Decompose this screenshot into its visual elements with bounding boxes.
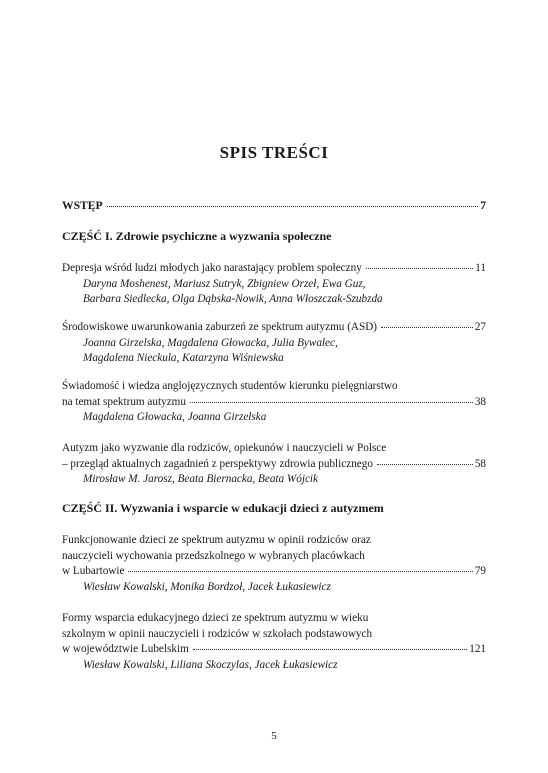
leader-dots [366, 268, 473, 269]
toc-entry-page: 79 [474, 565, 486, 577]
toc-entry-title: – przegląd aktualnych zagadnień z perspektywy zdrowia publicznego [62, 457, 373, 470]
toc-entry[interactable] [62, 320, 486, 367]
toc-entry-page: 58 [474, 457, 486, 470]
toc-entry-authors: Barbara Siedlecka, Olga Dąbska-Nowik, Anna Włoszczak-Szubzda [83, 293, 383, 305]
toc-entry-title: nauczycieli wychowania przedszkolnego w wybranych placówkach [62, 549, 365, 562]
toc-entry[interactable] [62, 261, 486, 308]
toc-entry[interactable] [62, 533, 486, 595]
toc-entry-authors: Wiesław Kowalski, Liliana Skoczylas, Jacek Łukasiewicz [83, 658, 338, 671]
toc-entry-authors: Mirosław M. Jarosz, Beata Biernacka, Beata Wójcik [83, 473, 318, 485]
toc-entry-page: 27 [474, 321, 486, 333]
toc-entry-page: 121 [469, 643, 486, 655]
toc-entry-page: 11 [475, 262, 486, 274]
toc-entry-title: WSTĘP [62, 199, 103, 212]
page-number: 5 [271, 730, 277, 742]
part-heading: CZĘŚĆ II. Wyzwania i wsparcie w edukacji dzieci z autyzmem [62, 501, 384, 515]
toc-entry-authors: Magdalena Nieckula, Katarzyna Wiśniewska [83, 352, 284, 364]
toc-entry-authors: Wiesław Kowalski, Monika Bordzoł, Jacek Łukasiewicz [83, 580, 331, 593]
toc-entry-authors: Daryna Moshenest, Mariusz Sutryk, Zbigniew Orzeł, Ewa Guz, [83, 277, 366, 290]
toc-entry[interactable] [62, 611, 486, 673]
leader-dots [107, 206, 479, 207]
toc-entry-authors: Magdalena Głowacka, Joanna Girzelska [83, 411, 267, 423]
toc-entry-title: na temat spektrum autyzmu [62, 395, 186, 408]
toc-entry-title: w województwie Lubelskim [62, 643, 189, 655]
leader-dots [381, 327, 473, 328]
toc-entry-authors: Joanna Girzelska, Magdalena Głowacka, Julia Bywalec, [83, 336, 338, 349]
toc-entry-title: Depresja wśród ludzi młodych jako narastający problem społeczny [62, 262, 362, 274]
toc-entry-title: Funkcjonowanie dzieci ze spektrum autyzmu w opinii rodziców oraz [62, 534, 371, 546]
part-heading: CZĘŚĆ I. Zdrowie psychiczne a wyzwania społeczne [62, 229, 332, 243]
toc-entry-title: Środowiskowe uwarunkowania zaburzeń ze spektrum autyzmu (ASD) [62, 321, 378, 333]
toc-entry-title: Świadomość i wiedza anglojęzycznych studentów kierunku pielęgniarstwo [62, 380, 398, 392]
toc-entry-title: szkolnym w opinii nauczycieli i rodziców w szkołach podstawowych [62, 627, 373, 640]
toc-entry-title: Formy wsparcia edukacyjnego dzieci ze spektrum autyzmu w wieku [62, 612, 369, 624]
leader-dots [377, 464, 473, 465]
leader-dots [193, 649, 467, 650]
leader-dots [128, 571, 472, 572]
toc-entry-intro[interactable] [62, 198, 486, 214]
page-title: SPIS TREŚCI [219, 143, 329, 162]
toc-entry[interactable] [62, 379, 486, 426]
toc-entry-title: Autyzm jako wyzwanie dla rodziców, opiekunów i nauczycieli w Polsce [62, 442, 387, 454]
toc-entry-title: w Lubartowie [62, 565, 125, 577]
toc-entry[interactable] [62, 441, 486, 488]
toc-entry-page: 38 [474, 395, 486, 408]
toc-entry-page: 7 [480, 199, 486, 212]
leader-dots [190, 402, 473, 403]
